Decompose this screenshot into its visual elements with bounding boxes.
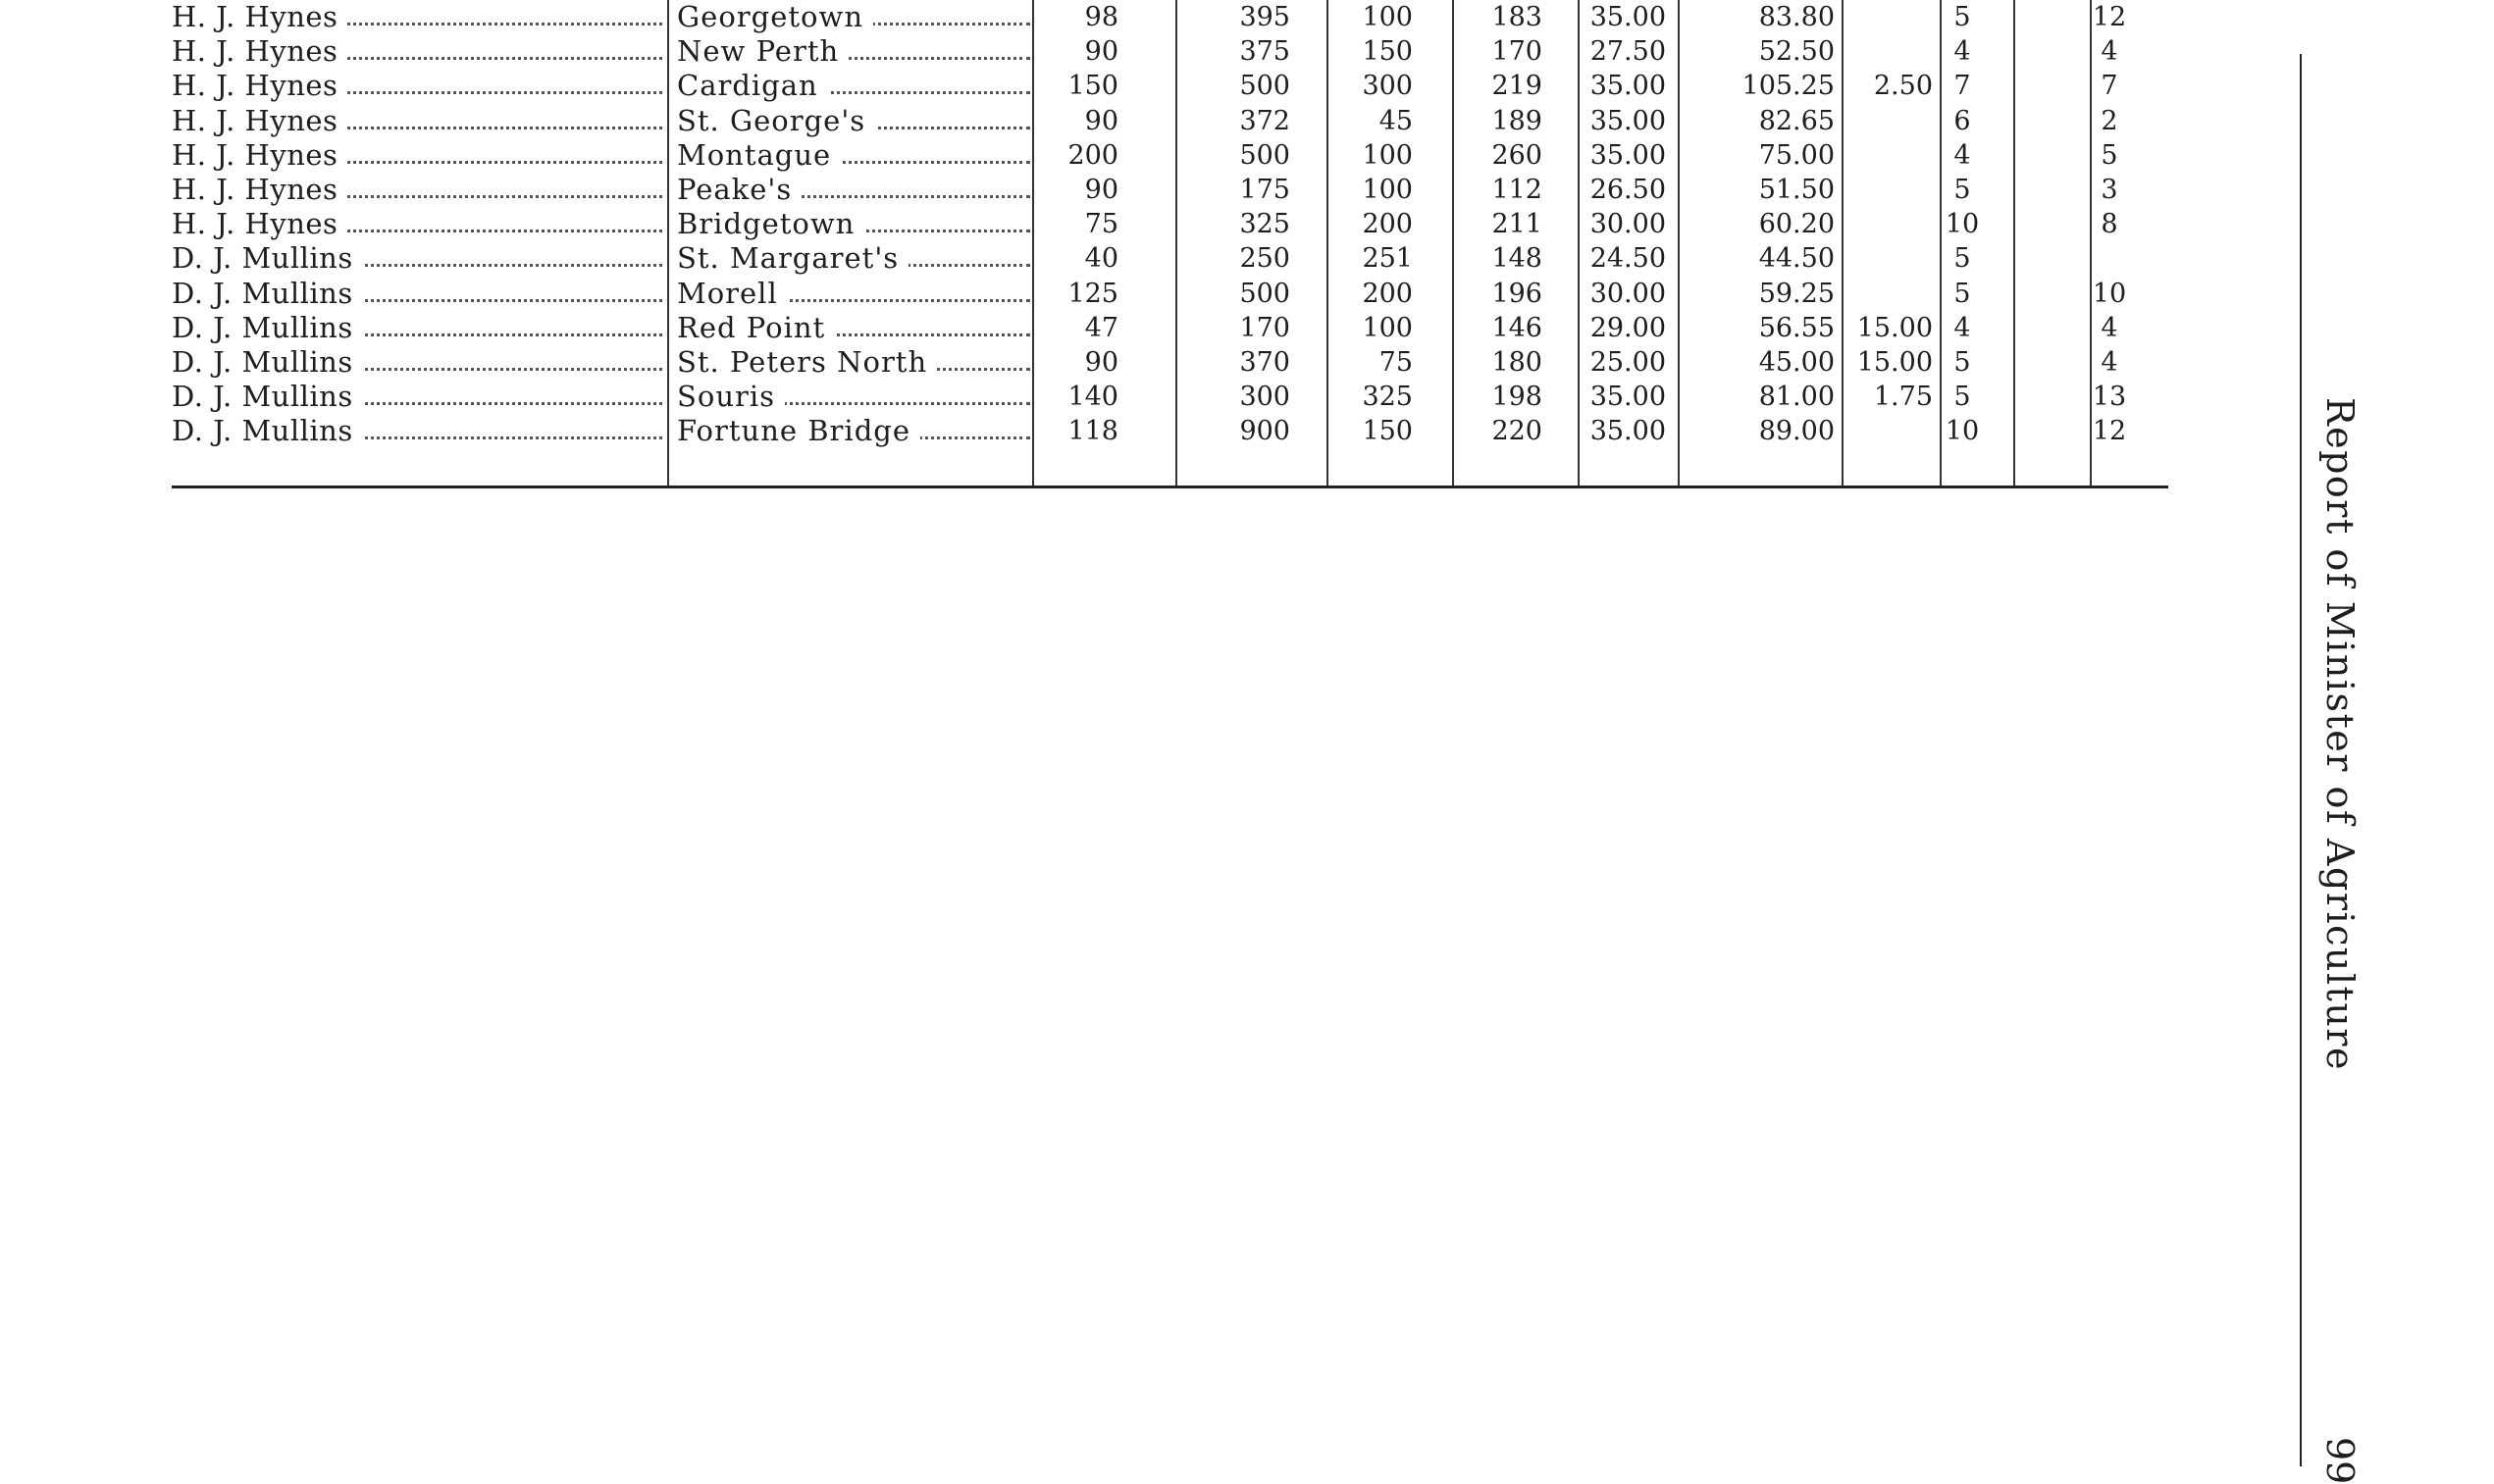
- value-cell-col-7: [1835, 173, 1933, 207]
- value-cell-col-7: [1835, 207, 1933, 241]
- value-cell-col-6: 52.50: [1758, 36, 1835, 68]
- value-cell-col-6: 56.55: [1758, 312, 1835, 343]
- column-rule: [2013, 0, 2015, 488]
- value-cell-col-9: 5: [2101, 139, 2118, 171]
- report-table: [0, 0, 2257, 510]
- inspector-name: D. J. Mullins: [172, 311, 662, 345]
- place-name: Fortune Bridge: [677, 414, 1030, 448]
- value-cell-col-1: 40: [1084, 243, 1118, 275]
- column-rule: [1940, 0, 1942, 488]
- value-cell-col-2: 372: [1239, 105, 1290, 136]
- value-cell-col-4: 146: [1491, 312, 1542, 343]
- value-cell-col-4: 196: [1491, 278, 1542, 309]
- value-cell-col-9: 4: [2101, 312, 2118, 343]
- value-cell-col-8: 5: [1953, 243, 1971, 275]
- value-cell-col-5: 30.00: [1589, 278, 1666, 309]
- value-cell-col-6: 105.25: [1741, 71, 1835, 102]
- value-cell-col-4: 148: [1491, 243, 1542, 275]
- table-row: [0, 138, 2257, 173]
- value-cell-col-2: 250: [1239, 243, 1290, 275]
- value-cell-col-9: 7: [2101, 71, 2118, 102]
- place-name: St. Margaret's: [677, 241, 1030, 276]
- value-cell-col-3: 150: [1362, 416, 1413, 447]
- inspector-name: D. J. Mullins: [172, 380, 662, 414]
- value-cell-col-9: 4: [2101, 36, 2118, 68]
- value-cell-col-9: 10: [2092, 278, 2127, 309]
- value-cell-col-5: 29.00: [1589, 312, 1666, 343]
- inspector-name: D. J. Mullins: [172, 241, 662, 276]
- place-name: St. Peters North: [677, 345, 1030, 380]
- value-cell-col-5: 35.00: [1589, 416, 1666, 447]
- inspector-name: D. J. Mullins: [172, 277, 662, 311]
- value-cell-col-2: 500: [1239, 139, 1290, 171]
- value-cell-col-8: 5: [1953, 347, 1971, 378]
- value-cell-col-1: 98: [1084, 2, 1118, 32]
- value-cell-col-5: 30.00: [1589, 209, 1666, 240]
- value-cell-col-2: 395: [1239, 2, 1290, 32]
- inspector-name: H. J. Hynes: [172, 173, 662, 207]
- table-row: [0, 173, 2257, 207]
- value-cell-col-9: [2075, 241, 2144, 276]
- place-name: Morell: [677, 277, 1030, 311]
- value-cell-col-2: 300: [1239, 382, 1290, 413]
- value-cell-col-3: 100: [1362, 312, 1413, 343]
- table-row: [0, 69, 2257, 103]
- value-cell-col-5: 27.50: [1589, 36, 1666, 68]
- value-cell-col-2: 370: [1239, 347, 1290, 378]
- value-cell-col-2: 500: [1239, 278, 1290, 309]
- table-row: [0, 207, 2257, 241]
- place-name: Cardigan: [677, 69, 1030, 103]
- value-cell-col-7: [1835, 241, 1933, 276]
- value-cell-col-5: 35.00: [1589, 71, 1666, 102]
- value-cell-col-8: 4: [1953, 312, 1971, 343]
- column-rule: [667, 0, 669, 488]
- value-cell-col-9: 8: [2101, 209, 2118, 240]
- value-cell-col-1: 75: [1084, 209, 1118, 240]
- value-cell-col-7: [1835, 277, 1933, 311]
- value-cell-col-2: 170: [1239, 312, 1290, 343]
- place-name: Georgetown: [677, 0, 1030, 34]
- value-cell-col-1: 150: [1067, 71, 1118, 102]
- value-cell-col-5: 35.00: [1589, 2, 1666, 32]
- value-cell-col-3: 45: [1378, 105, 1413, 136]
- value-cell-col-5: 35.00: [1589, 105, 1666, 136]
- value-cell-col-7: [1835, 138, 1933, 173]
- value-cell-col-1: 90: [1084, 175, 1118, 205]
- value-cell-col-9: 4: [2101, 347, 2118, 378]
- value-cell-col-7: 15.00: [1856, 347, 1933, 378]
- value-cell-col-8: 5: [1953, 2, 1971, 32]
- value-cell-col-8: 5: [1953, 175, 1971, 205]
- value-cell-col-8: 10: [1945, 416, 1980, 447]
- value-cell-col-4: 220: [1491, 416, 1542, 447]
- value-cell-col-3: 200: [1362, 278, 1413, 309]
- place-name: St. George's: [677, 104, 1030, 138]
- value-cell-col-4: 211: [1491, 209, 1542, 240]
- table-row: [0, 0, 2257, 34]
- value-cell-col-2: 500: [1239, 71, 1290, 102]
- value-cell-col-7: 2.50: [1873, 71, 1933, 102]
- value-cell-col-3: 200: [1362, 209, 1413, 240]
- value-cell-col-2: 375: [1239, 36, 1290, 68]
- table-row: [0, 241, 2257, 276]
- value-cell-col-4: 112: [1491, 175, 1542, 205]
- value-cell-col-6: 82.65: [1758, 105, 1835, 136]
- value-cell-col-3: 75: [1378, 347, 1413, 378]
- inspector-name: H. J. Hynes: [172, 207, 662, 241]
- value-cell-col-6: 59.25: [1758, 278, 1835, 309]
- running-head: Report of Minister of Agriculture: [2318, 397, 2362, 1071]
- column-rule: [1578, 0, 1580, 488]
- value-cell-col-3: 100: [1362, 139, 1413, 171]
- inspector-name: H. J. Hynes: [172, 104, 662, 138]
- inspector-name: D. J. Mullins: [172, 345, 662, 380]
- place-name: Souris: [677, 380, 1030, 414]
- value-cell-col-1: 140: [1067, 382, 1118, 413]
- value-cell-col-1: 90: [1084, 36, 1118, 68]
- value-cell-col-8: 10: [1945, 209, 1980, 240]
- value-cell-col-3: 325: [1362, 382, 1413, 413]
- table-bottom-rule: [172, 486, 2168, 488]
- value-cell-col-5: 35.00: [1589, 139, 1666, 171]
- table-row: [0, 104, 2257, 138]
- value-cell-col-6: 45.00: [1758, 347, 1835, 378]
- value-cell-col-4: 183: [1491, 2, 1542, 32]
- value-cell-col-9: 3: [2101, 175, 2118, 205]
- value-cell-col-6: 51.50: [1758, 175, 1835, 205]
- value-cell-col-6: 44.50: [1758, 243, 1835, 275]
- column-rule: [1842, 0, 1844, 488]
- value-cell-col-8: 5: [1953, 382, 1971, 413]
- value-cell-col-5: 26.50: [1589, 175, 1666, 205]
- value-cell-col-5: 24.50: [1589, 243, 1666, 275]
- value-cell-col-2: 325: [1239, 209, 1290, 240]
- value-cell-col-1: 90: [1084, 347, 1118, 378]
- value-cell-col-2: 900: [1239, 416, 1290, 447]
- table-row: [0, 311, 2257, 345]
- table-row: [0, 414, 2257, 448]
- column-rule: [2090, 0, 2092, 488]
- value-cell-col-4: 198: [1491, 382, 1542, 413]
- value-cell-col-9: 2: [2101, 105, 2118, 136]
- column-rule: [1326, 0, 1328, 488]
- value-cell-col-8: 5: [1953, 278, 1971, 309]
- page-number: 99: [2318, 1437, 2362, 1484]
- value-cell-col-1: 47: [1084, 312, 1118, 343]
- value-cell-col-1: 200: [1067, 139, 1118, 171]
- value-cell-col-9: 12: [2092, 2, 2127, 32]
- place-name: New Perth: [677, 34, 1030, 69]
- column-rule: [1678, 0, 1680, 488]
- value-cell-col-9: 12: [2092, 416, 2127, 447]
- place-name: Montague: [677, 138, 1030, 173]
- value-cell-col-6: 60.20: [1758, 209, 1835, 240]
- value-cell-col-4: 260: [1491, 139, 1542, 171]
- value-cell-col-7: 1.75: [1873, 382, 1933, 413]
- value-cell-col-1: 90: [1084, 105, 1118, 136]
- value-cell-col-6: 83.80: [1758, 2, 1835, 32]
- place-name: Peake's: [677, 173, 1030, 207]
- place-name: Red Point: [677, 311, 1030, 345]
- value-cell-col-6: 89.00: [1758, 416, 1835, 447]
- table-row: [0, 380, 2257, 414]
- value-cell-col-7: [1835, 414, 1933, 448]
- inspector-name: H. J. Hynes: [172, 34, 662, 69]
- value-cell-col-3: 251: [1362, 243, 1413, 275]
- value-cell-col-6: 75.00: [1758, 139, 1835, 171]
- value-cell-col-8: 4: [1953, 139, 1971, 171]
- value-cell-col-3: 150: [1362, 36, 1413, 68]
- value-cell-col-7: [1835, 104, 1933, 138]
- value-cell-col-3: 300: [1362, 71, 1413, 102]
- value-cell-col-8: 6: [1953, 105, 1971, 136]
- column-rule: [1032, 0, 1034, 488]
- column-rule: [1175, 0, 1177, 488]
- value-cell-col-4: 219: [1491, 71, 1542, 102]
- inspector-name: H. J. Hynes: [172, 0, 662, 34]
- value-cell-col-4: 180: [1491, 347, 1542, 378]
- table-row: [0, 345, 2257, 380]
- value-cell-col-9: 13: [2092, 382, 2127, 413]
- value-cell-col-1: 118: [1067, 416, 1118, 447]
- table-row: [0, 277, 2257, 311]
- value-cell-col-1: 125: [1067, 278, 1118, 309]
- inspector-name: D. J. Mullins: [172, 414, 662, 448]
- value-cell-col-8: 4: [1953, 36, 1971, 68]
- inspector-name: H. J. Hynes: [172, 69, 662, 103]
- value-cell-col-5: 35.00: [1589, 382, 1666, 413]
- value-cell-col-7: [1835, 34, 1933, 69]
- value-cell-col-3: 100: [1362, 175, 1413, 205]
- value-cell-col-4: 189: [1491, 105, 1542, 136]
- table-row: [0, 34, 2257, 69]
- margin-rule: [2300, 54, 2302, 1466]
- value-cell-col-7: [1835, 0, 1933, 34]
- value-cell-col-7: 15.00: [1856, 312, 1933, 343]
- value-cell-col-5: 25.00: [1589, 347, 1666, 378]
- value-cell-col-2: 175: [1239, 175, 1290, 205]
- column-rule: [1452, 0, 1454, 488]
- value-cell-col-4: 170: [1491, 36, 1542, 68]
- value-cell-col-8: 7: [1953, 71, 1971, 102]
- value-cell-col-6: 81.00: [1758, 382, 1835, 413]
- inspector-name: H. J. Hynes: [172, 138, 662, 173]
- place-name: Bridgetown: [677, 207, 1030, 241]
- value-cell-col-3: 100: [1362, 2, 1413, 32]
